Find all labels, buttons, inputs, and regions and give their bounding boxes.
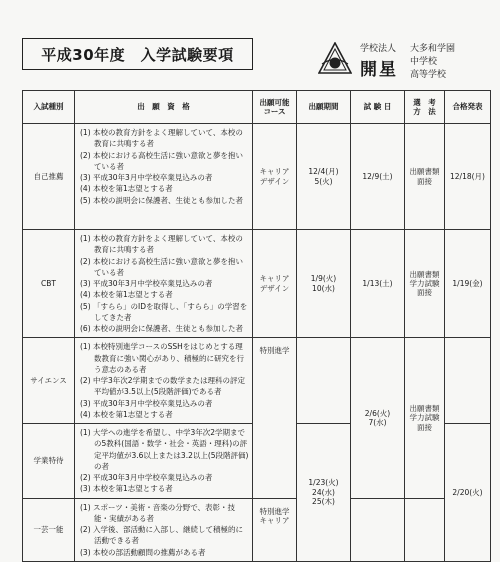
exam-type-cell: 自己推薦 [23, 124, 75, 230]
col-header-qualifications: 出 願 資 格 [75, 91, 253, 124]
school-name: 開星 [360, 60, 398, 80]
course-cell [253, 338, 297, 498]
col-header-course-text: 出願可能 コース [259, 97, 290, 116]
exam-type-cell: 学業特待 [23, 424, 75, 499]
qualification-item: (6) 本校の説明会に保護者、生徒とも参加した者 [80, 324, 244, 333]
col-header-exam-date: 試 験 日 [351, 91, 405, 124]
table-header-row [23, 91, 491, 124]
school-emblem-icon [318, 42, 352, 74]
table-row [23, 124, 491, 230]
qualification-cell [75, 498, 253, 561]
qualification-item: (3) 本校を第1志望とする者 [80, 484, 173, 494]
qualification-item: (2) 本校における高校生活に強い意欲と夢を抱いている者 [80, 256, 244, 277]
qualification-item: (1) 本校の教育方針をよく理解していて、本校の教育に共鳴する者 [80, 234, 243, 255]
exam-date-cell [351, 338, 405, 498]
qualification-item: (1) 本校特別進学コースのSSHをはじめとする理数教育に強い関心があり、積極的に研究を行う意志のある者 [80, 342, 244, 374]
school-corp-type: 学校法人 [360, 44, 397, 54]
qualification-item: (4) 本校を第1志望とする者 [80, 290, 173, 300]
course-cell [253, 124, 297, 230]
qualification-cell [75, 124, 253, 230]
qualification-item: (5) 「すらら」のIDを取得し、「すらら」の学習をしてきた者 [80, 301, 248, 322]
col-header-type: 入試種別 [23, 91, 75, 124]
title-text: 平成30年度 入学試験要項 [41, 45, 234, 64]
method-text: 出願書類 学力試験 面接 [409, 403, 440, 432]
col-header-announcement: 合格発表 [445, 91, 491, 124]
organization-name: 大多和学園 [410, 44, 456, 54]
exam-date-cell [351, 498, 405, 561]
school-level-junior: 中学校 [410, 57, 438, 67]
method-text: 出願書類 学力試験 面接 [409, 269, 440, 298]
qualification-cell [75, 424, 253, 499]
school-header [318, 38, 488, 82]
school-level-high: 高等学校 [410, 70, 447, 80]
qualification-item: (4) 本校を第1志望とする者 [80, 184, 173, 194]
qualification-item: (1) 大学への進学を希望し、中学3年次2学期までの5教科(国語・数学・社会・英語・理科)の評定平均値が3.6以上または3.2以上(5段階評価)の者 [80, 428, 249, 471]
method-text: 出願書類 面接 [409, 167, 440, 186]
qualification-item: (3) 平成30年3月中学校卒業見込みの者 [80, 279, 213, 288]
period-text: 1/9(火) 10(水) [310, 274, 337, 293]
qualification-item: (1) スポーツ・美術・音楽の分野で、表彰・技能・実績がある者 [80, 502, 236, 523]
col-header-method [405, 91, 445, 124]
method-cell [405, 498, 445, 561]
qualification-cell [75, 338, 253, 424]
qualification-item: (2) 本校における高校生活に強い意欲と夢を抱いている者 [80, 150, 244, 171]
announcement-cell: 2/20(火) [445, 424, 491, 562]
period-cell [297, 230, 351, 338]
course-text: キャリア デザイン [259, 167, 290, 186]
admission-table [22, 90, 491, 562]
method-cell [405, 124, 445, 230]
exam-type-cell: サイエンス [23, 338, 75, 424]
period-text: 1/23(火) 24(水) 25(木) [308, 478, 339, 507]
qualification-item: (3) 平成30年3月中学校卒業見込みの者 [80, 173, 213, 182]
table-row [23, 338, 491, 424]
announcement-cell: 1/19(金) [445, 230, 491, 338]
col-header-period: 出願期間 [297, 91, 351, 124]
qualification-item: (2) 中学3年次2学期までの数学または理科の評定平均値が3.5以上(5段階評価)である者 [80, 376, 246, 397]
qualification-cell [75, 230, 253, 338]
exam-type-cell: CBT [23, 230, 75, 338]
course-text: 特別進学 キャリア [259, 506, 290, 525]
col-header-course [253, 91, 297, 124]
announcement-cell [445, 338, 491, 424]
qualification-item: (1) 本校の教育方針をよく理解していて、本校の教育に共鳴する者 [80, 128, 243, 149]
page-title [22, 38, 253, 70]
period-text: 12/4(月) 5(火) [308, 167, 339, 186]
course-cell [253, 498, 297, 561]
period-cell [297, 124, 351, 230]
qualification-item: (2) 入学後、部活動に入部し、継続して積極的に活動できる者 [80, 525, 244, 546]
qualification-item: (3) 平成30年3月中学校卒業見込みの者 [80, 398, 213, 408]
table-row [23, 230, 491, 338]
qualification-item: (2) 平成30年3月中学校卒業見込みの者 [80, 473, 213, 482]
period-cell [297, 338, 351, 424]
period-cell [297, 424, 351, 562]
col-header-method-text: 選 考 方 法 [413, 97, 436, 116]
course-text: キャリア デザイン [259, 274, 290, 293]
exam-date-text: 2/6(火) 7(水) [364, 408, 391, 427]
qualification-item: (4) 本校を第1志望とする者 [80, 409, 173, 419]
exam-date-cell: 1/13(土) [351, 230, 405, 338]
method-cell [405, 230, 445, 338]
qualification-item: (3) 本校の部活動顧問の推薦がある者 [80, 547, 206, 557]
qualification-item: (5) 本校の説明会に保護者、生徒とも参加した者 [80, 195, 244, 205]
announcement-cell: 12/18(月) [445, 124, 491, 230]
exam-type-cell: 一芸一能 [23, 498, 75, 561]
table-row [23, 498, 491, 561]
course-text: 特別進学 [259, 346, 290, 356]
course-cell [253, 230, 297, 338]
exam-date-cell: 12/9(土) [351, 124, 405, 230]
method-cell [405, 338, 445, 498]
